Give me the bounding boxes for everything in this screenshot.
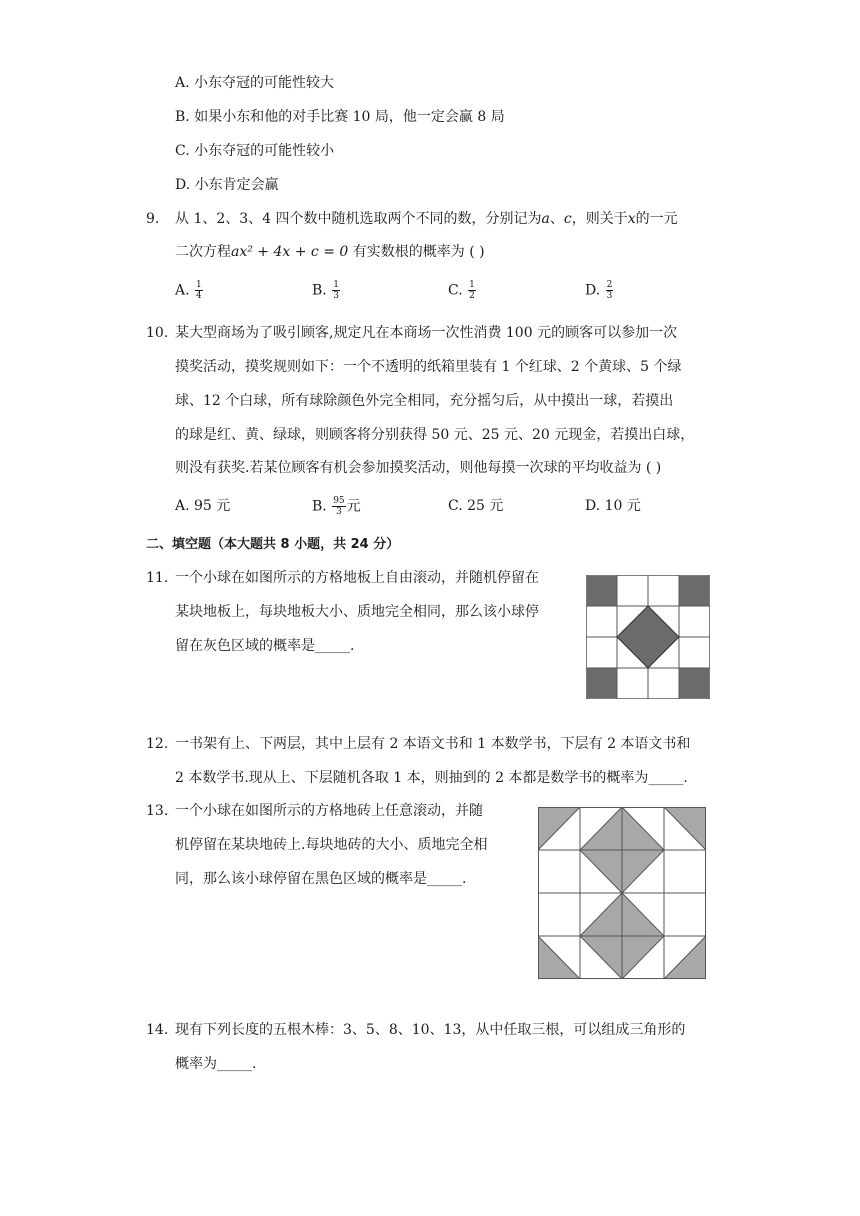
question-9-line-1: 从 1、2、3、4 四个数中随机选取两个不同的数，分别记为a、c，则关于x的一元 [175, 211, 678, 227]
question-number-10: 10. [146, 325, 169, 341]
question-10-line-1: 某大型商场为了吸引顾客,规定凡在本商场一次性消费 100 元的顾客可以参加一次 [175, 325, 678, 341]
question-13-line-2: 机停留在某块地砖上.每块地砖的大小、质地完全相 [175, 837, 488, 853]
question-14-line-2: 概率为_____. [175, 1056, 257, 1072]
question-number-9: 9. [146, 211, 160, 227]
q10-option-b: B. $\frac{95}{3}$ 元 [312, 496, 361, 517]
q10-option-d: D. 10 元 [585, 498, 641, 514]
question-10-line-2: 摸奖活动，摸奖规则如下：一个不透明的纸箱里装有 1 个红球、2 个黄球、5 个绿 [175, 359, 682, 375]
q9-option-c: C. $\frac{1}{2}$ [448, 280, 475, 301]
q8-option-d: D. 小东肯定会赢 [175, 177, 279, 193]
question-10-line-3: 球、12 个白球，所有球除颜色外完全相同，充分摇匀后，从中摸出一球，若摸出 [175, 393, 674, 409]
question-11-line-2: 某块地板上，每块地板大小、质地完全相同，那么该小球停 [175, 604, 539, 620]
question-11-line-1: 一个小球在如图所示的方格地板上自由滚动，并随机停留在 [175, 570, 539, 586]
question-13-line-1: 一个小球在如图所示的方格地砖上任意滚动，并随 [175, 803, 483, 819]
q9-option-a: A. $\frac{1}{4}$ [175, 280, 202, 301]
q10-option-c: C. 25 元 [448, 498, 504, 514]
section-heading-fill-in: 二、填空题（本大题共 8 小题，共 24 分） [146, 537, 400, 552]
q9-option-b: B. $\frac{1}{3}$ [312, 280, 339, 301]
floor-tile-figure-q11 [586, 575, 710, 699]
q8-option-a: A. 小东夺冠的可能性较大 [175, 75, 335, 91]
q9-option-d: D. $\frac{2}{3}$ [585, 280, 613, 301]
question-number-11: 11. [146, 570, 169, 586]
question-12-line-2: 2 本数学书.现从上、下层随机各取 1 本，则抽到的 2 本都是数学书的概率为_____. [175, 770, 688, 786]
question-12-line-1: 一书架有上、下两层，其中上层有 2 本语文书和 1 本数学书，下层有 2 本语文书和 [175, 736, 691, 752]
gray-tile [679, 668, 709, 698]
quadratic-equation: ax² + 4x + c = 0 [231, 244, 349, 260]
gray-tile [679, 576, 709, 606]
question-number-14: 14. [146, 1022, 169, 1038]
q8-option-c: C. 小东夺冠的可能性较小 [175, 143, 335, 159]
q8-option-b: B. 如果小东和他的对手比赛 10 局，他一定会赢 8 局 [175, 109, 505, 125]
q10-option-a: A. 95 元 [175, 498, 231, 514]
question-number-13: 13. [146, 803, 169, 819]
question-number-12: 12. [146, 736, 169, 752]
question-11-line-3: 留在灰色区域的概率是_____. [175, 638, 355, 654]
question-10-line-4: 的球是红、黄、绿球，则顾客将分别获得 50 元、25 元、20 元现金，若摸出白球， [175, 427, 695, 443]
gray-tile [587, 668, 617, 698]
gray-tile [587, 576, 617, 606]
floor-tile-figure-q13 [538, 807, 706, 979]
question-13-line-3: 同，那么该小球停留在黑色区域的概率是_____. [175, 871, 467, 887]
question-14-line-1: 现有下列长度的五根木棒：3、5、8、10、13，从中任取三根，可以组成三角形的 [175, 1022, 686, 1038]
question-9-line-2: 二次方程ax² + 4x + c = 0 有实数根的概率为 ( ) [175, 244, 485, 260]
question-10-line-5: 则没有获奖.若某位顾客有机会参加摸奖活动，则他每摸一次球的平均收益为 ( ) [175, 460, 662, 476]
